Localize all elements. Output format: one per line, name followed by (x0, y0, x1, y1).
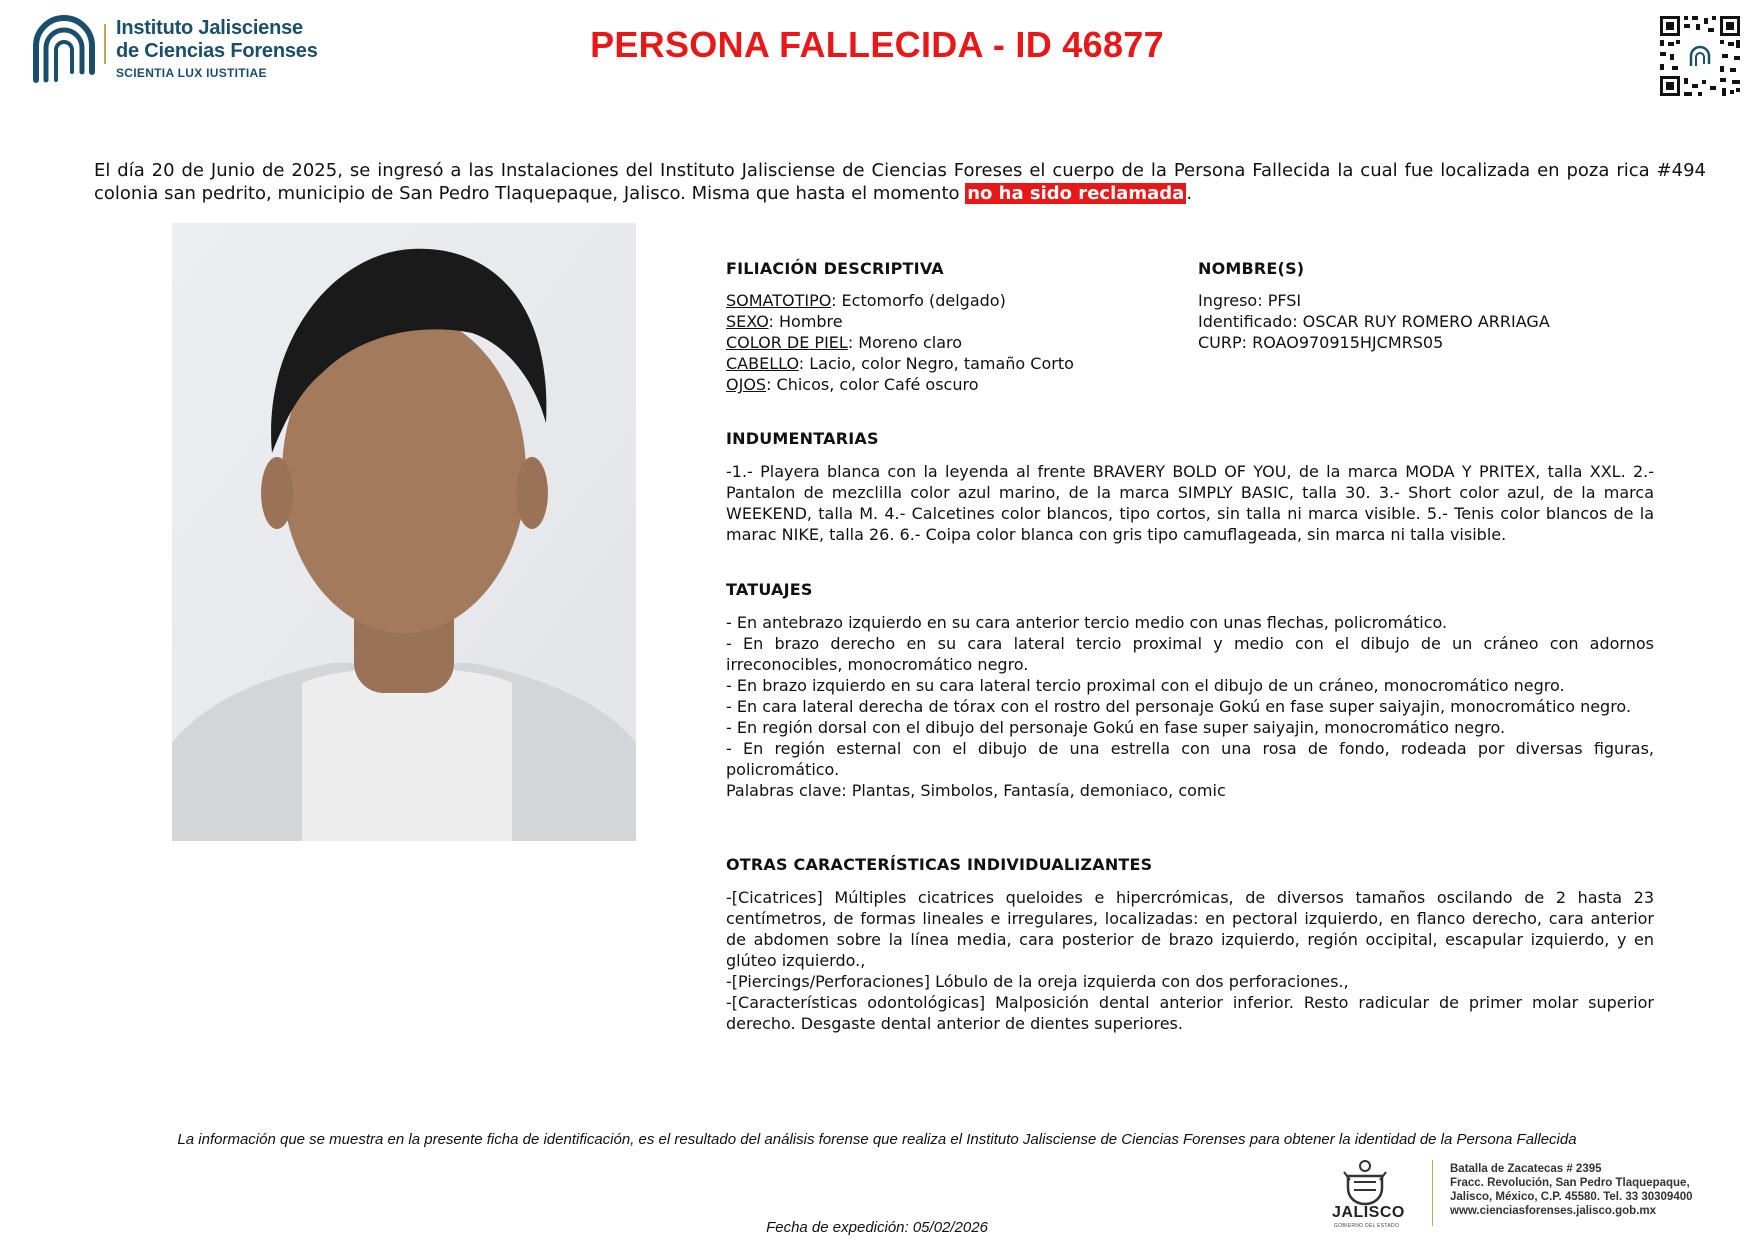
tatuaje-item: - En antebrazo izquierdo en su cara anterior tercio medio con unas flechas, policromático. (726, 613, 1448, 632)
issue-date: Fecha de expedición: 05/02/2026 (766, 1219, 988, 1236)
institute-address (1450, 1162, 1693, 1218)
nombres-section (1198, 259, 1698, 353)
otras-caracteristicas-section (726, 855, 1654, 1034)
tatuaje-item: - En brazo izquierdo en su cara lateral tercio proximal con el dibujo de un cráneo, monocromático negro. (726, 676, 1565, 695)
filiacion-item-ojos (726, 374, 1166, 395)
tatuaje-item: - En región dorsal con el dibujo del personaje Gokú en fase super saiyajin, monocromático negro. (726, 718, 1506, 737)
nombres-title: NOMBRE(S) (1198, 259, 1305, 278)
filiacion-item-sexo (726, 311, 1166, 332)
page-title: PERSONA FALLECIDA - ID 46877 (590, 24, 1164, 65)
address-line: Jalisco, México, C.P. 45580. Tel. 33 30309400 (1450, 1191, 1693, 1203)
filiacion-value: : Lacio, color Negro, tamaño Corto (798, 354, 1074, 373)
nombres-list (1198, 290, 1698, 353)
logo-line2: de Ciencias Forenses (116, 40, 318, 62)
nombres-ingreso: Ingreso: PFSI (1198, 291, 1302, 310)
address-line: Fracc. Revolución, San Pedro Tlaquepaque, (1450, 1177, 1690, 1189)
filiacion-list (726, 290, 1166, 395)
indumentarias-section (726, 429, 1654, 545)
filiacion-label: OJOS (726, 375, 767, 394)
filiacion-item-color-de-piel (726, 332, 1166, 353)
filiacion-title: FILIACIÓN DESCRIPTIVA (726, 259, 944, 278)
jalisco-seal-icon (1342, 1158, 1388, 1206)
nombres-identificado: Identificado: OSCAR RUY ROMERO ARRIAGA (1198, 312, 1550, 331)
filiacion-label: SEXO (726, 312, 769, 331)
filiacion-section (726, 259, 1166, 395)
jalisco-sub: GOBIERNO DEL ESTADO (1334, 1223, 1400, 1229)
filiacion-label: SOMATOTIPO (726, 291, 832, 310)
filiacion-label: COLOR DE PIEL (726, 333, 848, 352)
intro-text: El día 20 de Junio de 2025, se ingresó a las Instalaciones del Instituto Jalisciense de Ciencias Foreses el cuerpo de la Persona Fallecida la cual fue localizada en poza rica #494 colonia san pedrito, municipio de San Pedro Tlaquepaque, Jalisco. Misma que hasta el momento (94, 160, 1706, 204)
tatuajes-list (726, 612, 1654, 801)
tatuajes-section (726, 580, 1654, 801)
intro-paragraph (94, 159, 1706, 205)
website-link[interactable]: www.cienciasforenses.jalisco.gob.mx (1450, 1205, 1657, 1217)
otras-item-cicatrices: -[Cicatrices] Múltiples cicatrices queloides e hipercrómicas, de diversos tamaños oscilando de 2 hasta 23 centímetros, de formas lineales e irregulares, localizadas: en pectoral izquierdo, en flanco derecho, cara anterior de abdomen sobre la línea media, cara posterior de brazo izquierdo, región occipital, escapular izquierdo, y en glúteo izquierdo., (726, 888, 1654, 970)
intro-tail: . (1186, 183, 1193, 204)
logo-motto: SCIENTIA LUX IUSTITIAE (116, 66, 267, 80)
otras-title: OTRAS CARACTERÍSTICAS INDIVIDUALIZANTES (726, 855, 1153, 874)
otras-list (726, 887, 1654, 1034)
filiacion-label: CABELLO (726, 354, 799, 373)
logo-line1: Instituto Jalisciense (116, 17, 303, 39)
tatuaje-item: - En brazo derecho en su cara lateral tercio proximal y medio con el dibujo de un cráneo con adornos irreconocibles, monocromático negro. (726, 634, 1654, 674)
otras-item-odontologicas: -[Características odontológicas] Malposición dental anterior inferior. Resto radicular de primer molar superior derecho. Desgaste dental anterior de dientes superiores. (726, 993, 1654, 1033)
indumentarias-title: INDUMENTARIAS (726, 429, 879, 448)
filiacion-value: : Moreno claro (847, 333, 963, 352)
tatuaje-item: - En región esternal con el dibujo de una estrella con una rosa de fondo, rodeada por diversas figuras, policromático. (726, 739, 1654, 779)
footer-disclaimer: La información que se muestra en la presente ficha de identificación, es el resultado del análisis forense que realiza el Instituto Jalisciense de Ciencias Forenses para obtener la identidad de la Persona Fallecida (177, 1131, 1577, 1148)
filiacion-value: : Chicos, color Café oscuro (766, 375, 979, 394)
jalisco-name: JALISCO (1332, 1204, 1405, 1221)
tatuaje-item: - En cara lateral derecha de tórax con el rostro del personaje Gokú en fase super saiyajin, monocromático negro. (726, 697, 1632, 716)
filiacion-item-cabello (726, 353, 1166, 374)
filiacion-value: : Ectomorfo (delgado) (831, 291, 1006, 310)
tatuajes-keywords: Palabras clave: Plantas, Simbolos, Fantasía, demoniaco, comic (726, 781, 1226, 800)
tatuajes-title: TATUAJES (726, 580, 813, 599)
filiacion-item-somatotipo (726, 290, 1166, 311)
nombres-curp: CURP: ROAO970915HJCMRS05 (1198, 333, 1444, 352)
qr-code-icon[interactable] (1658, 14, 1742, 98)
indumentarias-text: -1.- Playera blanca con la leyenda al frente BRAVERY BOLD OF YOU, de la marca MODA Y PRITEX, talla XXL. 2.- Pantalon de mezclilla color azul marino, de la marca SIMPLY BASIC, talla 30. 3.- Short color azul, de la marca WEEKEND, talla M. 4.- Calcetines color blancos, tipo cortos, sin talla ni marca visible. 5.- Tenis color blancos de la marac NIKE, talla 26. 6.- Coipa color blanca con gris tipo camuflageada, sin marca ni talla visible. (726, 462, 1654, 544)
unclaimed-badge: no ha sido reclamada (967, 183, 1185, 204)
address-line: Batalla de Zacatecas # 2395 (1450, 1163, 1602, 1175)
person-photo (172, 223, 636, 841)
otras-item-piercings: -[Piercings/Perforaciones] Lóbulo de la oreja izquierda con dos perforaciones., (726, 972, 1349, 991)
jalisco-divider (1432, 1160, 1433, 1226)
filiacion-value: : Hombre (768, 312, 843, 331)
